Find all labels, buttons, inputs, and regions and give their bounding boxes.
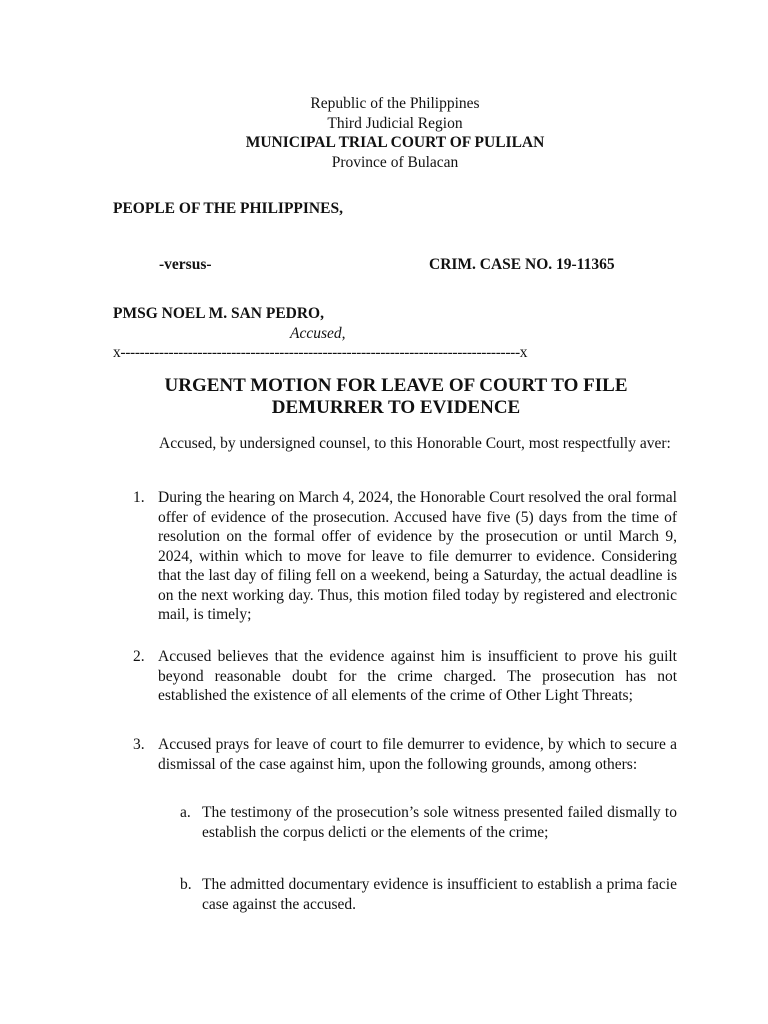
list-item-text: Accused prays for leave of court to file demurrer to evidence, by which to secure a dismissal of the case against him, upon the following grounds, among others:: [158, 736, 677, 773]
list-item-text: Accused believes that the evidence against him is insufficient to prove his guilt beyond reasonable doubt for the crime charged. The prosecution has not established the existence of all elements of the crime of Other Light Threats;: [158, 648, 677, 704]
header-republic: Republic of the Philippines: [310, 95, 480, 112]
caption-divider: x-----------------------------------------------------------------------------------x: [113, 344, 528, 361]
sub-list-item-letter: a.: [180, 804, 191, 821]
header-province: Province of Bulacan: [331, 153, 459, 171]
sub-list-item: [180, 875, 677, 914]
caption-case-number: CRIM. CASE NO. 19-11365: [429, 256, 615, 273]
caption-accused-name: PMSG NOEL M. SAN PEDRO,: [113, 305, 324, 322]
caption-accused-label: Accused,: [290, 325, 346, 342]
sub-list-item-letter: b.: [180, 876, 192, 893]
header-court-name: MUNICIPAL TRIAL COURT OF PULILAN: [245, 134, 545, 151]
caption-plaintiff: PEOPLE OF THE PHILIPPINES,: [113, 200, 343, 217]
list-item: [133, 735, 677, 774]
court-header: [0, 94, 768, 172]
list-item: [133, 488, 677, 625]
motion-title-line2: DEMURRER TO EVIDENCE: [271, 397, 521, 418]
motion-title: [115, 375, 677, 419]
caption-versus: -versus-: [159, 256, 212, 273]
list-item: [133, 647, 677, 706]
sub-list-item-text: The testimony of the prosecution’s sole witness presented failed dismally to establish the corpus delicti or the elements of the crime;: [202, 804, 677, 841]
motion-title-line1: URGENT MOTION FOR LEAVE OF COURT TO FILE: [164, 375, 628, 396]
sub-list-item: [180, 803, 677, 842]
sub-list-item-text: The admitted documentary evidence is insufficient to establish a prima facie case against the accused.: [202, 876, 677, 913]
list-item-text: During the hearing on March 4, 2024, the Honorable Court resolved the oral formal offer of evidence of the prosecution. Accused have five (5) days from the time of resolution on the formal offer of evidence by the prosecution or until March 9, 2024, within which to move for leave to file demurrer to evidence. Considering that the last day of filing fell on a weekend, being a Saturday, the actual deadline is on the next working day. Thus, this motion filed today by registered and electronic mail, is timely;: [158, 489, 677, 623]
intro-paragraph: Accused, by undersigned counsel, to this Honorable Court, most respectfully aver:: [159, 435, 671, 452]
header-region: Third Judicial Region: [327, 114, 463, 132]
list-item-number: 2.: [133, 648, 145, 665]
list-item-number: 1.: [133, 489, 145, 506]
list-item-number: 3.: [133, 736, 145, 753]
